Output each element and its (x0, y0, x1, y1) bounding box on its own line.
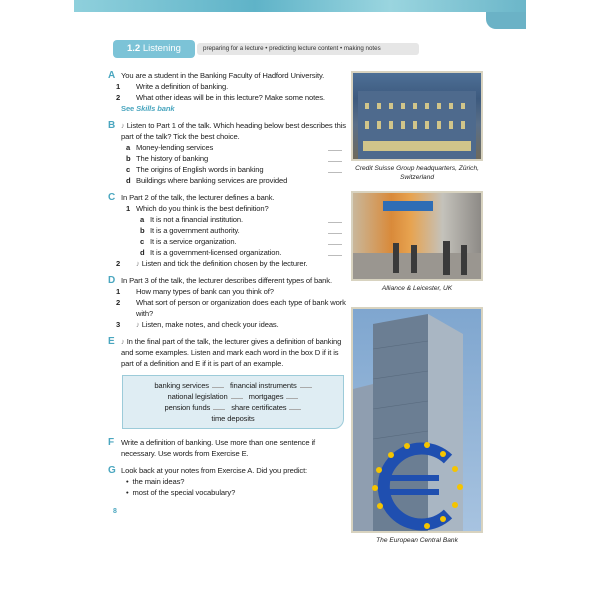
exercise-letter: G (108, 465, 116, 476)
section-subtitle: preparing for a lecture • predicting lecture content • making notes (197, 43, 419, 55)
choice-item (108, 247, 348, 258)
word: pension funds (164, 403, 211, 412)
word-item (168, 391, 243, 402)
item-letter: a (140, 215, 145, 224)
top-banner (74, 0, 526, 12)
photo-caption: The European Central Bank (376, 537, 458, 544)
exercise-text: In the final part of the talk, the lecturer gives a definition of banking and some examples. Listen and mark each word in the box D if it is part of a definition and E if it is part of an example. (121, 337, 342, 368)
answer-blank[interactable] (300, 387, 312, 388)
item-text: Listen and tick the definition chosen by the lecturer. (141, 259, 308, 268)
photo-caption: Credit Suisse Group headquarters, Zürich, Switzerland (355, 165, 479, 181)
bullet-item: • the main ideas? (126, 477, 185, 486)
exercise-column (108, 70, 348, 515)
item-number: 1 (116, 82, 121, 91)
item-text: The history of banking (136, 154, 209, 163)
item-number: 2 (116, 259, 121, 268)
item-text: It is not a financial institution. (150, 215, 244, 224)
choice-item (108, 236, 348, 247)
item-number: 2 (116, 93, 121, 102)
choice-item (108, 214, 348, 225)
exercise-text: Write a definition of banking. Use more than one sentence if necessary. Use words from Exercise E. (121, 438, 316, 458)
section-header (113, 40, 423, 58)
exercise-b (108, 120, 348, 186)
exercise-letter: D (108, 275, 116, 286)
item-text: Buildings where banking services are provided (136, 176, 288, 185)
answer-blank[interactable] (328, 247, 342, 256)
word: financial instruments (229, 381, 297, 390)
item-letter: d (126, 176, 131, 185)
exercise-letter: E (108, 336, 115, 347)
exercise-text: You are a student in the Banking Faculty of Hadford University. (121, 71, 325, 80)
list-item (108, 81, 348, 92)
see-label: See (121, 104, 135, 113)
item-number: 2 (116, 298, 121, 307)
exercise-text: In Part 2 of the talk, the lecturer defines a bank. (121, 193, 275, 202)
choice-item (108, 164, 348, 175)
answer-blank[interactable] (212, 387, 224, 388)
choice-item (108, 175, 348, 186)
building-illustration (353, 73, 481, 159)
item-text: It is a government authority. (150, 226, 240, 235)
item-letter: a (126, 143, 131, 152)
word-item (231, 402, 301, 413)
item-text: Money-lending services (136, 143, 214, 152)
answer-blank[interactable] (328, 142, 342, 151)
item-text: What sort of person or organization does each type of bank work with? (136, 298, 346, 318)
word-box (122, 375, 344, 429)
see-ref: Skills bank (136, 104, 175, 113)
answer-blank[interactable] (328, 153, 342, 162)
answer-blank[interactable] (328, 164, 342, 173)
see-skills-bank (108, 103, 348, 114)
exercise-letter: F (108, 437, 114, 448)
headphones-icon: ♪ (136, 320, 140, 329)
item-letter: c (126, 165, 131, 174)
item-text: It is a government-licensed organization. (150, 248, 282, 257)
bullet-text: the main ideas? (132, 477, 185, 486)
item-text: The origins of English words in banking (136, 165, 264, 174)
answer-blank[interactable] (231, 398, 243, 399)
choice-item (108, 153, 348, 164)
item-letter: b (140, 226, 145, 235)
item-number: 1 (116, 287, 121, 296)
word: mortgages (248, 392, 284, 401)
word-item (249, 391, 299, 402)
word: national legislation (167, 392, 228, 401)
exercise-e (108, 336, 348, 369)
photo-european-central-bank (351, 307, 483, 533)
item-letter: b (126, 154, 131, 163)
exercise-g (108, 465, 348, 498)
word-item (154, 380, 224, 391)
exercise-c (108, 192, 348, 269)
answer-blank[interactable] (328, 214, 342, 223)
exercise-text: In Part 3 of the talk, the lecturer describes different types of bank. (121, 276, 332, 285)
item-text: How many types of bank can you think of? (136, 287, 274, 296)
exercise-text: Listen to Part 1 of the talk. Which heading below best describes this part of the talk? Tick the best choice. (121, 121, 346, 141)
exercise-letter: C (108, 192, 116, 203)
photo-alliance-leicester (351, 191, 483, 281)
section-title (113, 40, 195, 58)
answer-blank[interactable] (213, 409, 225, 410)
exercise-letter: A (108, 70, 116, 81)
word: share certificates (231, 403, 287, 412)
word-item (165, 402, 226, 413)
word: banking services (154, 381, 209, 390)
tower-illustration (353, 309, 481, 531)
item-number: 3 (116, 320, 121, 329)
item-text: Write a definition of banking. (136, 82, 229, 91)
bullet-text: most of the special vocabulary? (132, 488, 236, 497)
exercise-text: Look back at your notes from Exercise A. Did you predict: (121, 466, 308, 475)
unit-number: 1.2 (127, 43, 141, 54)
choice-item (108, 225, 348, 236)
exercise-f (108, 437, 348, 459)
headphones-icon: ♪ (121, 121, 125, 130)
choice-item (108, 142, 348, 153)
headphones-icon: ♪ (136, 259, 140, 268)
photo-caption: Alliance & Leicester, UK (381, 285, 453, 292)
page-number: 8 (113, 508, 117, 515)
title: Listening (142, 43, 181, 54)
answer-blank[interactable] (286, 398, 298, 399)
item-number: 1 (126, 204, 131, 213)
item-letter: d (140, 248, 145, 257)
exercise-letter: B (108, 120, 116, 131)
exercise-d (108, 275, 348, 330)
street-illustration (353, 193, 481, 279)
word-item (230, 380, 312, 391)
item-text: It is a service organization. (150, 237, 237, 246)
corner-tab (486, 12, 526, 29)
item-text: Which do you think is the best definition? (136, 204, 269, 213)
item-letter: c (140, 237, 145, 246)
bullet-item: • most of the special vocabulary? (126, 488, 236, 497)
answer-blank[interactable] (289, 409, 301, 410)
word: time deposits (211, 414, 255, 423)
list-item (108, 92, 348, 103)
item-text: What other ideas will be in this lecture? Make some notes. (136, 93, 325, 102)
answer-blank[interactable] (328, 236, 342, 245)
photo-credit-suisse (351, 71, 483, 161)
headphones-icon: ♪ (121, 337, 125, 346)
item-text: Listen, make notes, and check your ideas. (141, 320, 279, 329)
answer-blank[interactable] (328, 225, 342, 234)
exercise-a (108, 70, 348, 114)
